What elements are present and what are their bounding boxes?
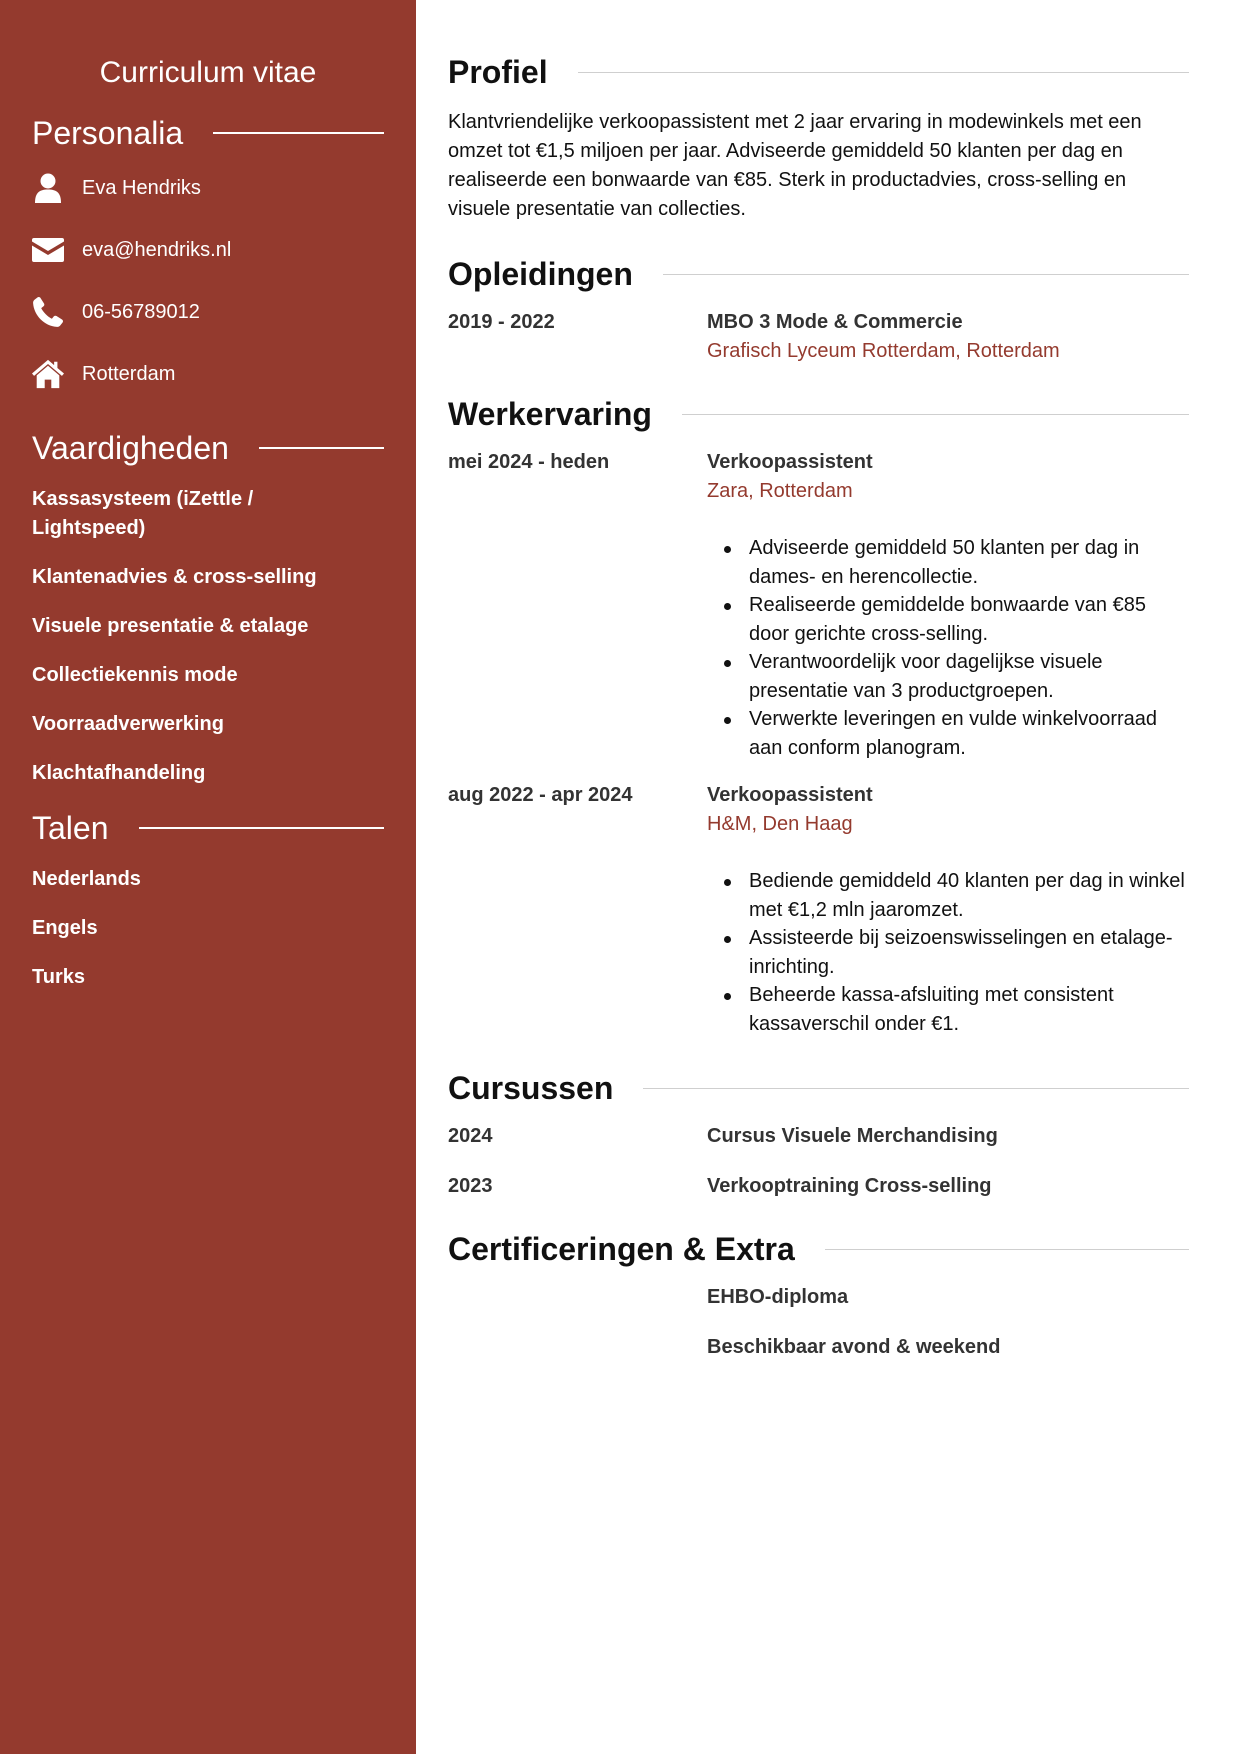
- entry-title: Verkoopassistent: [707, 784, 873, 806]
- bullet-item: Verwerkte leveringen en vulde winkelvoorraad aan conform planogram.: [707, 705, 1189, 762]
- main-content: [448, 0, 1189, 1362]
- entry-date: [448, 1333, 707, 1362]
- entry-date: [448, 1283, 707, 1312]
- languages-heading: Talen: [32, 808, 384, 848]
- contact-phone[interactable]: 06-56789012: [32, 281, 384, 343]
- experience-entry: [448, 448, 1189, 762]
- entry-title: Beschikbaar avond & weekend: [707, 1336, 1001, 1358]
- contact-email[interactable]: eva@hendriks.nl: [32, 219, 384, 281]
- entry-title: MBO 3 Mode & Commercie: [707, 311, 963, 333]
- profile-heading: Profiel: [448, 52, 1189, 92]
- bullet-item: Assisteerde bij seizoenswisselingen en etalage-inrichting.: [707, 924, 1189, 981]
- profile-text: Klantvriendelijke verkoopassistent met 2 jaar ervaring in modewinkels met een omzet tot €1,5 miljoen per jaar. Adviseerde gemiddeld 50 klanten per dag en realiseerde een bonwaarde van €85. Sterk in productadvies, cross-selling en visuele presentatie van collecties.: [448, 111, 1142, 220]
- experience-section: [448, 394, 1189, 1038]
- experience-heading: Werkervaring: [448, 394, 1189, 434]
- skill-item: Klantenadvies & cross-selling: [32, 566, 317, 588]
- languages-list: [32, 865, 384, 992]
- sidebar: [0, 0, 416, 1754]
- skills-list: [32, 485, 384, 788]
- entry-date: mei 2024 - heden: [448, 451, 610, 473]
- contact-city: Rotterdam: [32, 343, 384, 405]
- courses-section: [448, 1068, 1189, 1201]
- bullet-item: Verantwoordelijk voor dagelijkse visuele presentatie van 3 productgroepen.: [707, 648, 1189, 705]
- profile-section: [448, 52, 1189, 224]
- personalia-heading: Personalia: [32, 113, 384, 153]
- extra-section: [448, 1229, 1189, 1362]
- cv-title: Curriculum vitae: [99, 56, 317, 89]
- home-icon: [32, 358, 64, 390]
- education-heading: Opleidingen: [448, 254, 1189, 294]
- skill-item: Klachtafhandeling: [32, 762, 206, 784]
- entry-bullets: [707, 534, 1189, 762]
- bullet-item: Bediende gemiddeld 40 klanten per dag in winkel met €1,2 mln jaaromzet.: [707, 867, 1189, 924]
- course-entry: [448, 1122, 1189, 1151]
- bullet-item: Adviseerde gemiddeld 50 klanten per dag in dames- en herencollectie.: [707, 534, 1189, 591]
- entry-title: Verkoopassistent: [707, 451, 873, 473]
- user-icon: [32, 172, 64, 204]
- extra-entry: [448, 1283, 1189, 1312]
- language-item: Turks: [32, 966, 85, 988]
- entry-date: 2019 - 2022: [448, 311, 555, 333]
- contact-name: Eva Hendriks: [32, 157, 384, 219]
- education-entry: [448, 308, 1189, 366]
- skills-heading: Vaardigheden: [32, 428, 384, 468]
- courses-heading: Cursussen: [448, 1068, 1189, 1108]
- extra-entry: [448, 1333, 1189, 1362]
- skill-item: Kassasysteem (iZettle / Lightspeed): [32, 488, 254, 539]
- contact-list: [32, 157, 384, 405]
- entry-org: H&M, Den Haag: [707, 813, 853, 835]
- entry-bullets: [707, 867, 1189, 1038]
- course-entry: [448, 1172, 1189, 1201]
- skill-item: Visuele presentatie & etalage: [32, 615, 309, 637]
- experience-entry: [448, 781, 1189, 1038]
- extra-heading: Certificeringen & Extra: [448, 1229, 1189, 1269]
- education-section: [448, 254, 1189, 366]
- entry-date: 2024: [448, 1125, 493, 1147]
- entry-title: EHBO-diploma: [707, 1286, 849, 1308]
- entry-org: Grafisch Lyceum Rotterdam, Rotterdam: [707, 340, 1060, 362]
- phone-icon: [32, 296, 64, 328]
- entry-org: Zara, Rotterdam: [707, 480, 853, 502]
- entry-title: Cursus Visuele Merchandising: [707, 1125, 998, 1147]
- language-item: Engels: [32, 917, 98, 939]
- language-item: Nederlands: [32, 868, 141, 890]
- skill-item: Voorraadverwerking: [32, 713, 224, 735]
- entry-date: aug 2022 - apr 2024: [448, 784, 633, 806]
- envelope-icon: [32, 234, 64, 266]
- bullet-item: Realiseerde gemiddelde bonwaarde van €85 door gerichte cross-selling.: [707, 591, 1189, 648]
- bullet-item: Beheerde kassa-afsluiting met consistent kassaverschil onder €1.: [707, 981, 1189, 1038]
- entry-title: Verkooptraining Cross-selling: [707, 1175, 992, 1197]
- entry-date: 2023: [448, 1175, 493, 1197]
- skill-item: Collectiekennis mode: [32, 664, 238, 686]
